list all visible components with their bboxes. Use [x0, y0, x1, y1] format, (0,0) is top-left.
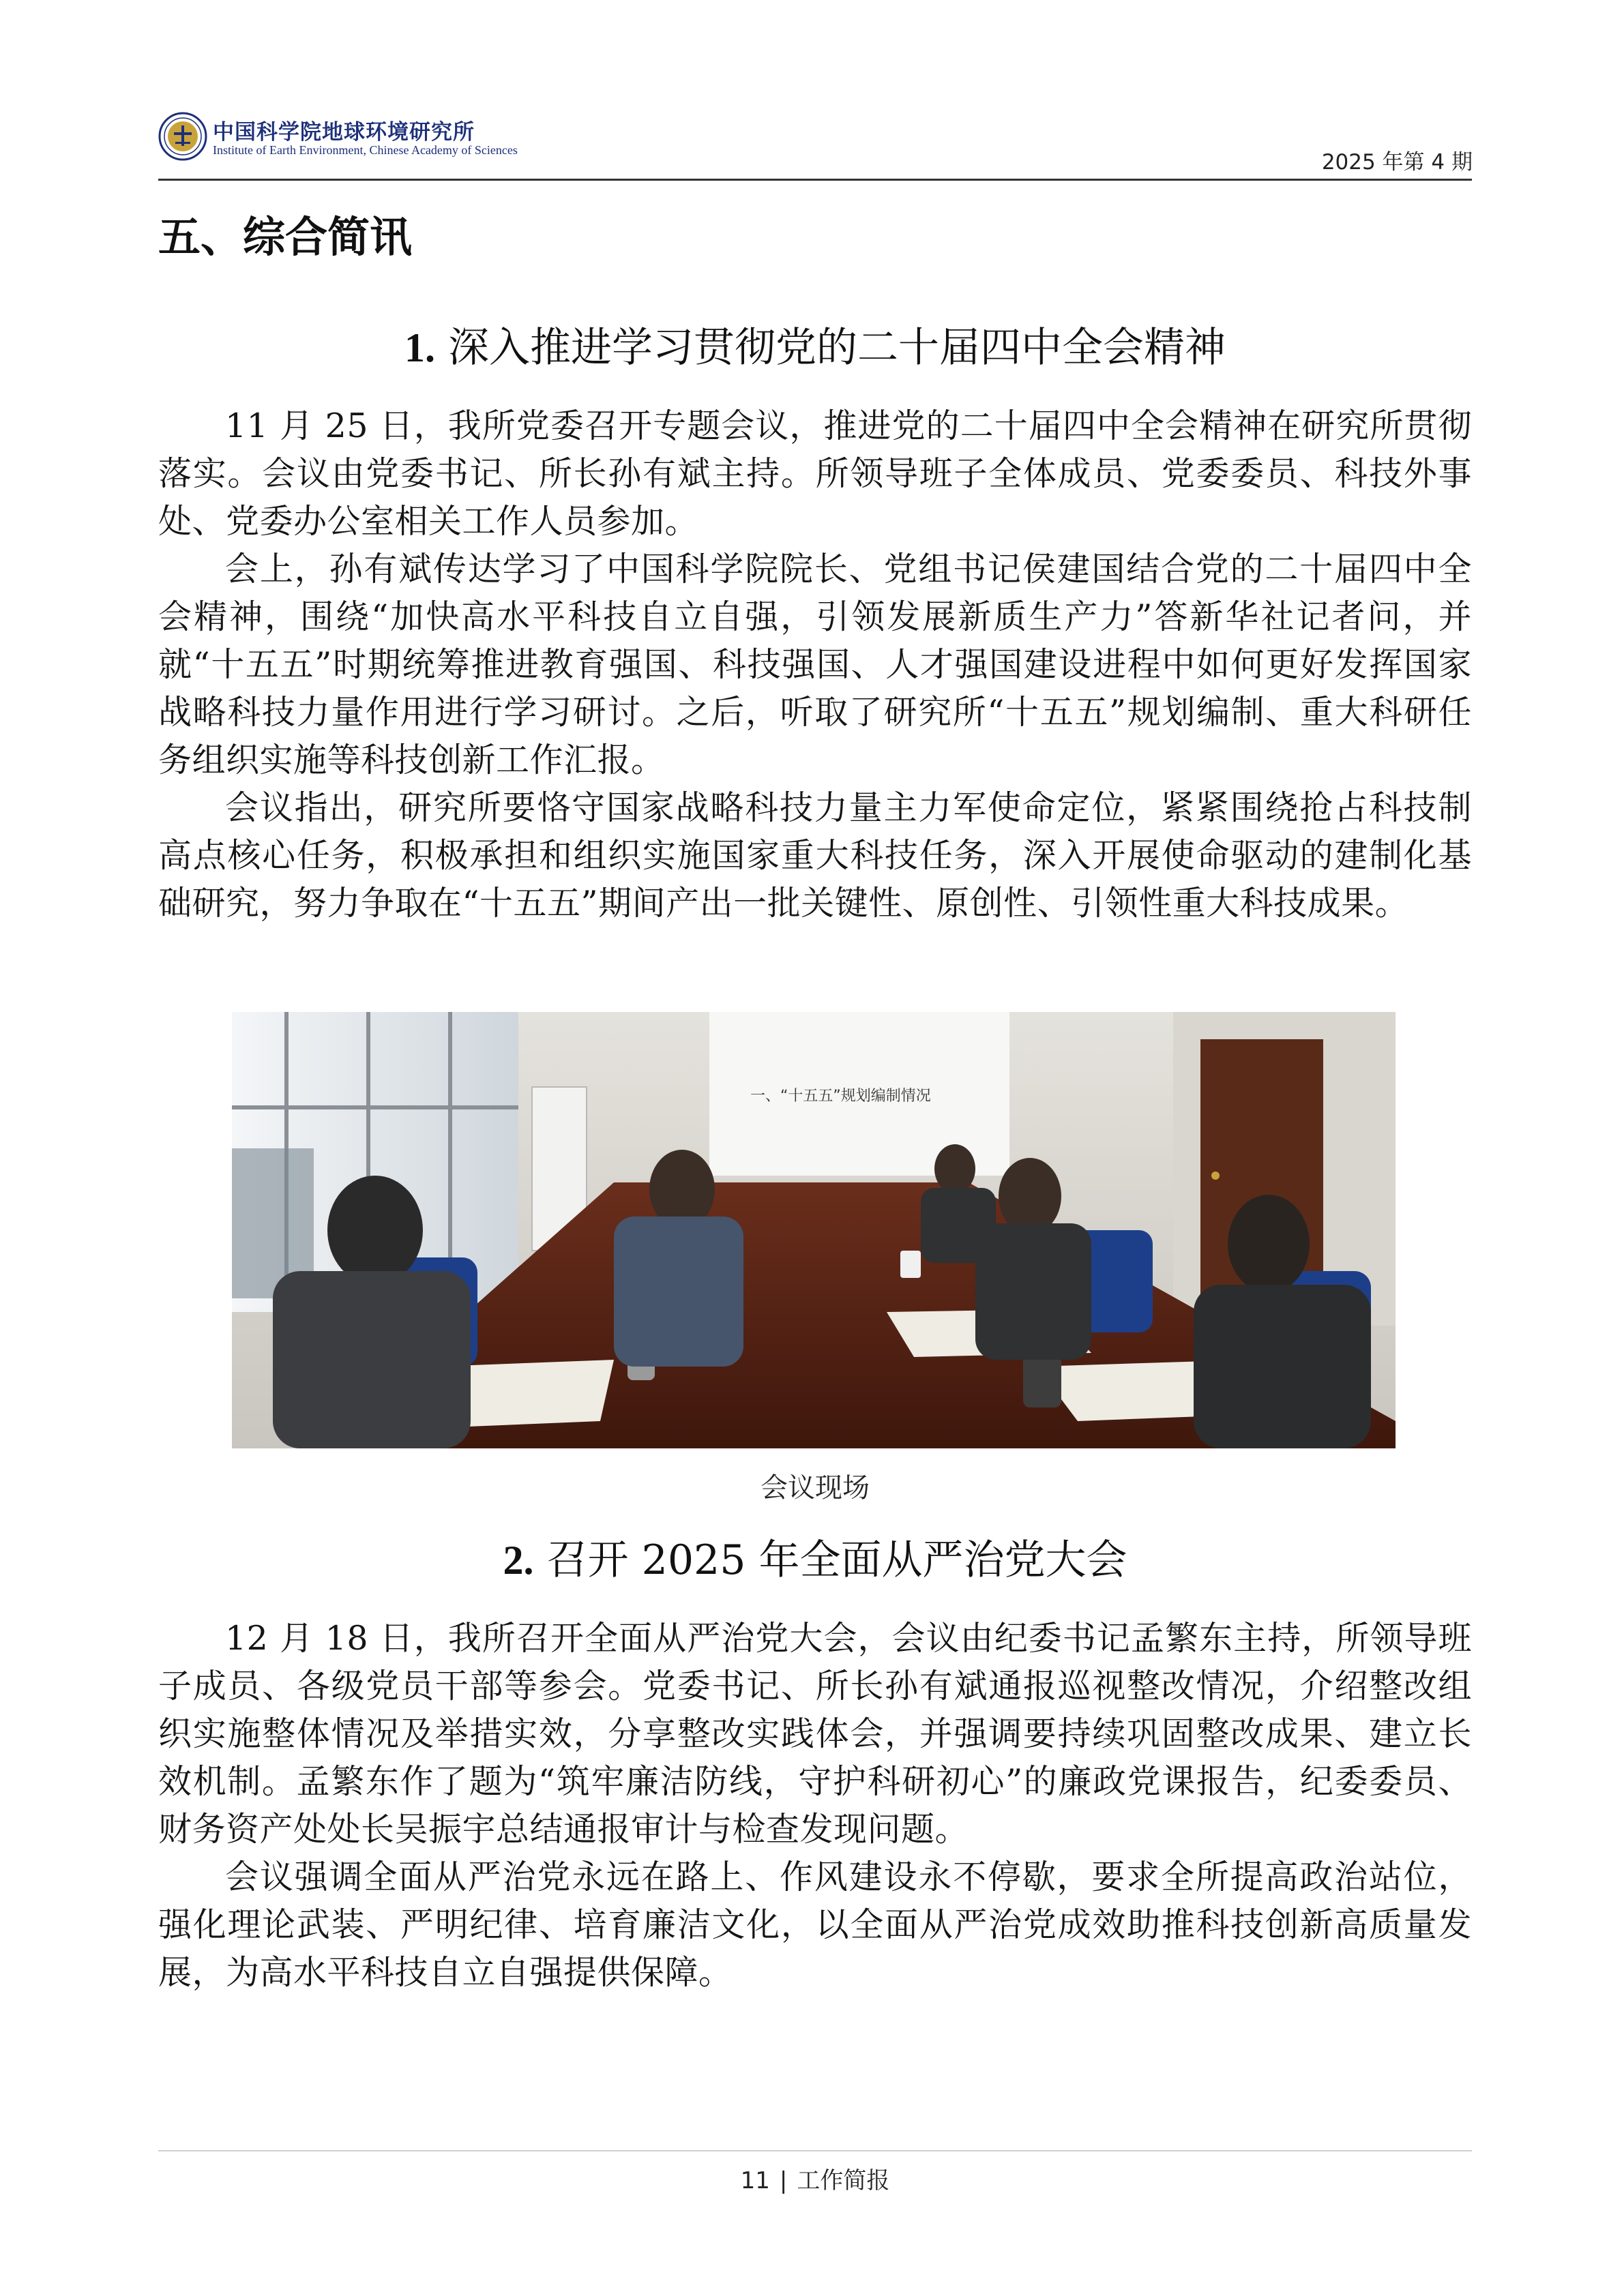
- article-2-paragraph: 12 月 18 日，我所召开全面从严治党大会，会议由纪委书记孟繁东主持，所领导班子成员、各级党员干部等参会。党委书记、所长孙有斌通报巡视整改情况，介绍整改组织实施整体情况及举措实效，分享整改实践体会，并强调要持续巩固整改成果、建立长效机制。孟繁东作了题为“筑牢廉洁防线，守护科研初心”的廉政党课报告，纪委委员、财务资产处处长吴振宇总结通报审计与检查发现问题。: [158, 1619, 1472, 1849]
- photo-screen-text: 一、“十五五”规划编制情况: [750, 1088, 931, 1105]
- article-1-paragraph: 会上，孙有斌传达学习了中国科学院院长、党组书记侯建国结合党的二十届四中全会精神，围绕“加快高水平科技自立自强，引领发展新质生产力”答新华社记者问，并就“十五五”时期统筹推进教育强国、科技强国、人才强国建设进程中如何更好发挥国家战略科技力量作用进行学习研讨。之后，听取了研究所“十五五”规划编制、重大科研任务组织实施等科技创新工作汇报。: [158, 550, 1472, 779]
- article-1-paragraph: 11 月 25 日，我所党委召开专题会议，推进党的二十届四中全会精神在研究所贯彻落实。会议由党委书记、所长孙有斌主持。所领导班子全体成员、党委委员、科技外事处、党委办公室相关工作人员参加。: [158, 406, 1472, 541]
- page-number: 11: [740, 2167, 770, 2194]
- footer-separator: |: [779, 2167, 788, 2194]
- article-1-title-text: 深入推进学习贯彻党的二十届四中全会精神: [448, 324, 1226, 372]
- article-1-paragraph: 会议指出，研究所要恪守国家战略科技力量主力军使命定位，紧紧围绕抢占科技制高点核心任务，积极承担和组织实施国家重大科技任务，深入开展使命驱动的建制化基础研究，努力争取在“十五五”期间产出一批关键性、原创性、引领性重大科技成果。: [158, 788, 1472, 923]
- footer-title: 工作简报: [797, 2167, 890, 2194]
- article-1-title: [158, 319, 1472, 376]
- footer-divider: [158, 2150, 1472, 2151]
- photo-caption: 会议现场: [761, 1472, 870, 1504]
- article-2-number: 2.: [503, 1538, 534, 1583]
- header-divider: [158, 179, 1472, 181]
- header-org-name-en: Institute of Earth Environment, Chinese Academy of Sciences: [213, 143, 518, 157]
- section-title: 五、综合简讯: [158, 212, 413, 262]
- cas-seal-icon: [158, 112, 207, 161]
- article-1-number: 1.: [404, 325, 435, 370]
- article-2-title: [158, 1532, 1472, 1589]
- header-org-name: 中国科学院地球环境研究所: [213, 120, 475, 145]
- issue-label: 2025 年第 4 期: [1321, 150, 1473, 175]
- article-1-body: [158, 402, 1472, 927]
- article-2-body: [158, 1615, 1472, 1997]
- page-footer: [158, 2162, 1472, 2195]
- article-2-title-text: 召开 2025 年全面从严治党大会: [546, 1536, 1127, 1584]
- meeting-photo: [232, 1012, 1396, 1448]
- article-2-paragraph: 会议强调全面从严治党永远在路上、作风建设永不停歇，要求全所提高政治站位，强化理论武装、严明纪律、培育廉洁文化，以全面从严治党成效助推科技创新高质量发展，为高水平科技自立自强提供保障。: [158, 1858, 1472, 1992]
